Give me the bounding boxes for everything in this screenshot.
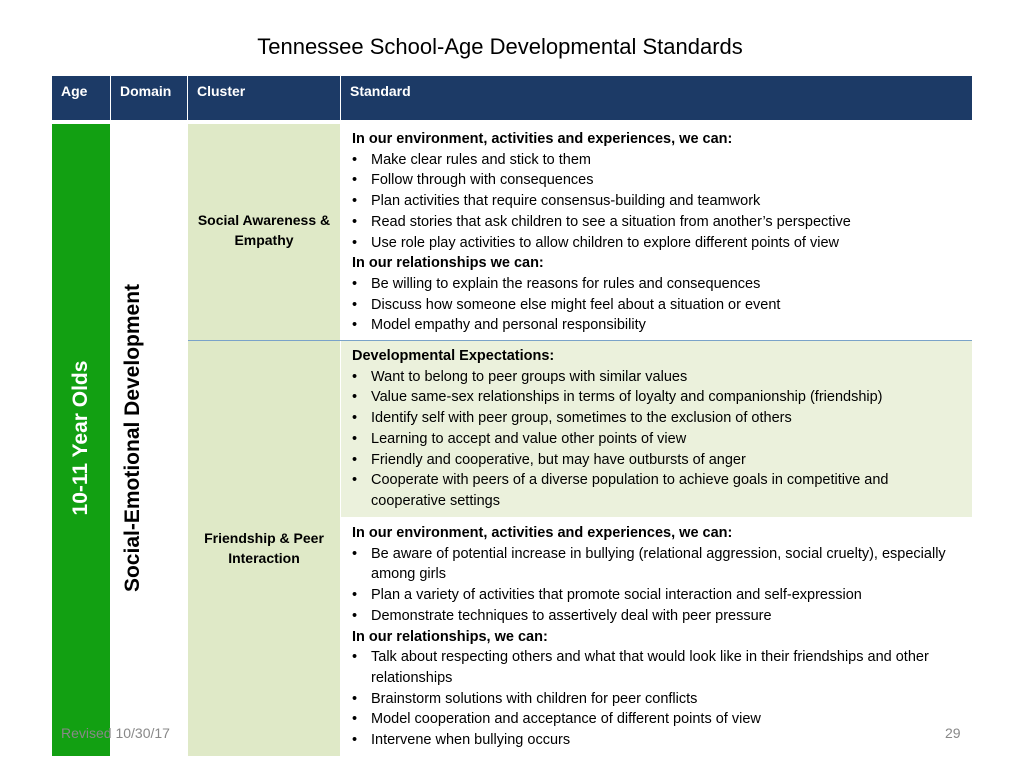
list-item: • Intervene when bullying occurs	[352, 730, 962, 751]
page-number: 29	[945, 725, 961, 741]
list-item: • Friendly and cooperative, but may have outbursts of anger	[352, 450, 962, 471]
list-item: • Value same-sex relationships in terms of loyalty and companionship (friendship)	[352, 387, 962, 408]
standard-list	[352, 150, 962, 254]
list-item: • Plan activities that require consensus-building and teamwork	[352, 191, 962, 212]
list-item: • Talk about respecting others and what that would look like in their friendships and other relationships	[352, 647, 962, 688]
cluster-friendship	[188, 341, 340, 756]
standard-expectations	[341, 341, 972, 517]
section-heading: In our relationships we can:	[352, 255, 544, 272]
list-item: • Make clear rules and stick to them	[352, 150, 962, 171]
standard-friendship	[341, 518, 972, 756]
standard-list	[352, 647, 962, 751]
list-item: • Discuss how someone else might feel about a situation or event	[352, 295, 962, 316]
list-item: • Be willing to explain the reasons for rules and consequences	[352, 274, 962, 295]
list-item: • Cooperate with peers of a diverse population to achieve goals in competitive and cooperative settings	[352, 470, 962, 511]
page-title: Tennessee School-Age Developmental Standards	[257, 34, 743, 59]
standard-social-awareness	[341, 124, 972, 340]
section-heading: In our relationships, we can:	[352, 628, 548, 645]
section-heading: In our environment, activities and experiences, we can:	[352, 525, 733, 541]
list-item: • Identify self with peer group, sometimes to the exclusion of others	[352, 408, 962, 429]
revised-date: Revised 10/30/17	[61, 725, 170, 741]
list-item: • Want to belong to peer groups with similar values	[352, 367, 962, 388]
list-item: • Model empathy and personal responsibility	[352, 315, 962, 336]
cluster-label: Social Awareness & Empathy	[197, 212, 331, 248]
list-item: • Model cooperation and acceptance of different points of view	[352, 709, 962, 730]
standard-list	[352, 544, 962, 627]
age-group-label: 10-11 Year Olds	[69, 360, 92, 516]
list-item: • Follow through with consequences	[352, 170, 962, 191]
section-heading: In our environment, activities and experiences, we can:	[352, 131, 733, 147]
list-item: • Demonstrate techniques to assertively deal with peer pressure	[352, 606, 962, 627]
expectations-list	[352, 367, 962, 512]
header-cluster: Cluster	[188, 76, 340, 120]
list-item: • Learning to accept and value other points of view	[352, 429, 962, 450]
section-heading: Developmental Expectations:	[352, 348, 555, 364]
header-age: Age	[52, 76, 110, 120]
cluster-social-awareness	[188, 124, 340, 340]
domain-label: Social-Emotional Development	[121, 283, 144, 593]
standard-list	[352, 274, 962, 336]
header-standard: Standard	[341, 76, 972, 120]
list-item: • Use role play activities to allow children to explore different points of view	[352, 233, 962, 254]
list-item: • Plan a variety of activities that promote social interaction and self-expression	[352, 585, 962, 606]
header-domain: Domain	[111, 76, 187, 120]
list-item: • Read stories that ask children to see a situation from another’s perspective	[352, 212, 962, 233]
list-item: • Be aware of potential increase in bullying (relational aggression, social cruelty), especially among girls	[352, 544, 962, 585]
list-item: • Brainstorm solutions with children for peer conflicts	[352, 689, 962, 710]
cluster-label: Friendship & Peer Interaction	[204, 530, 324, 566]
